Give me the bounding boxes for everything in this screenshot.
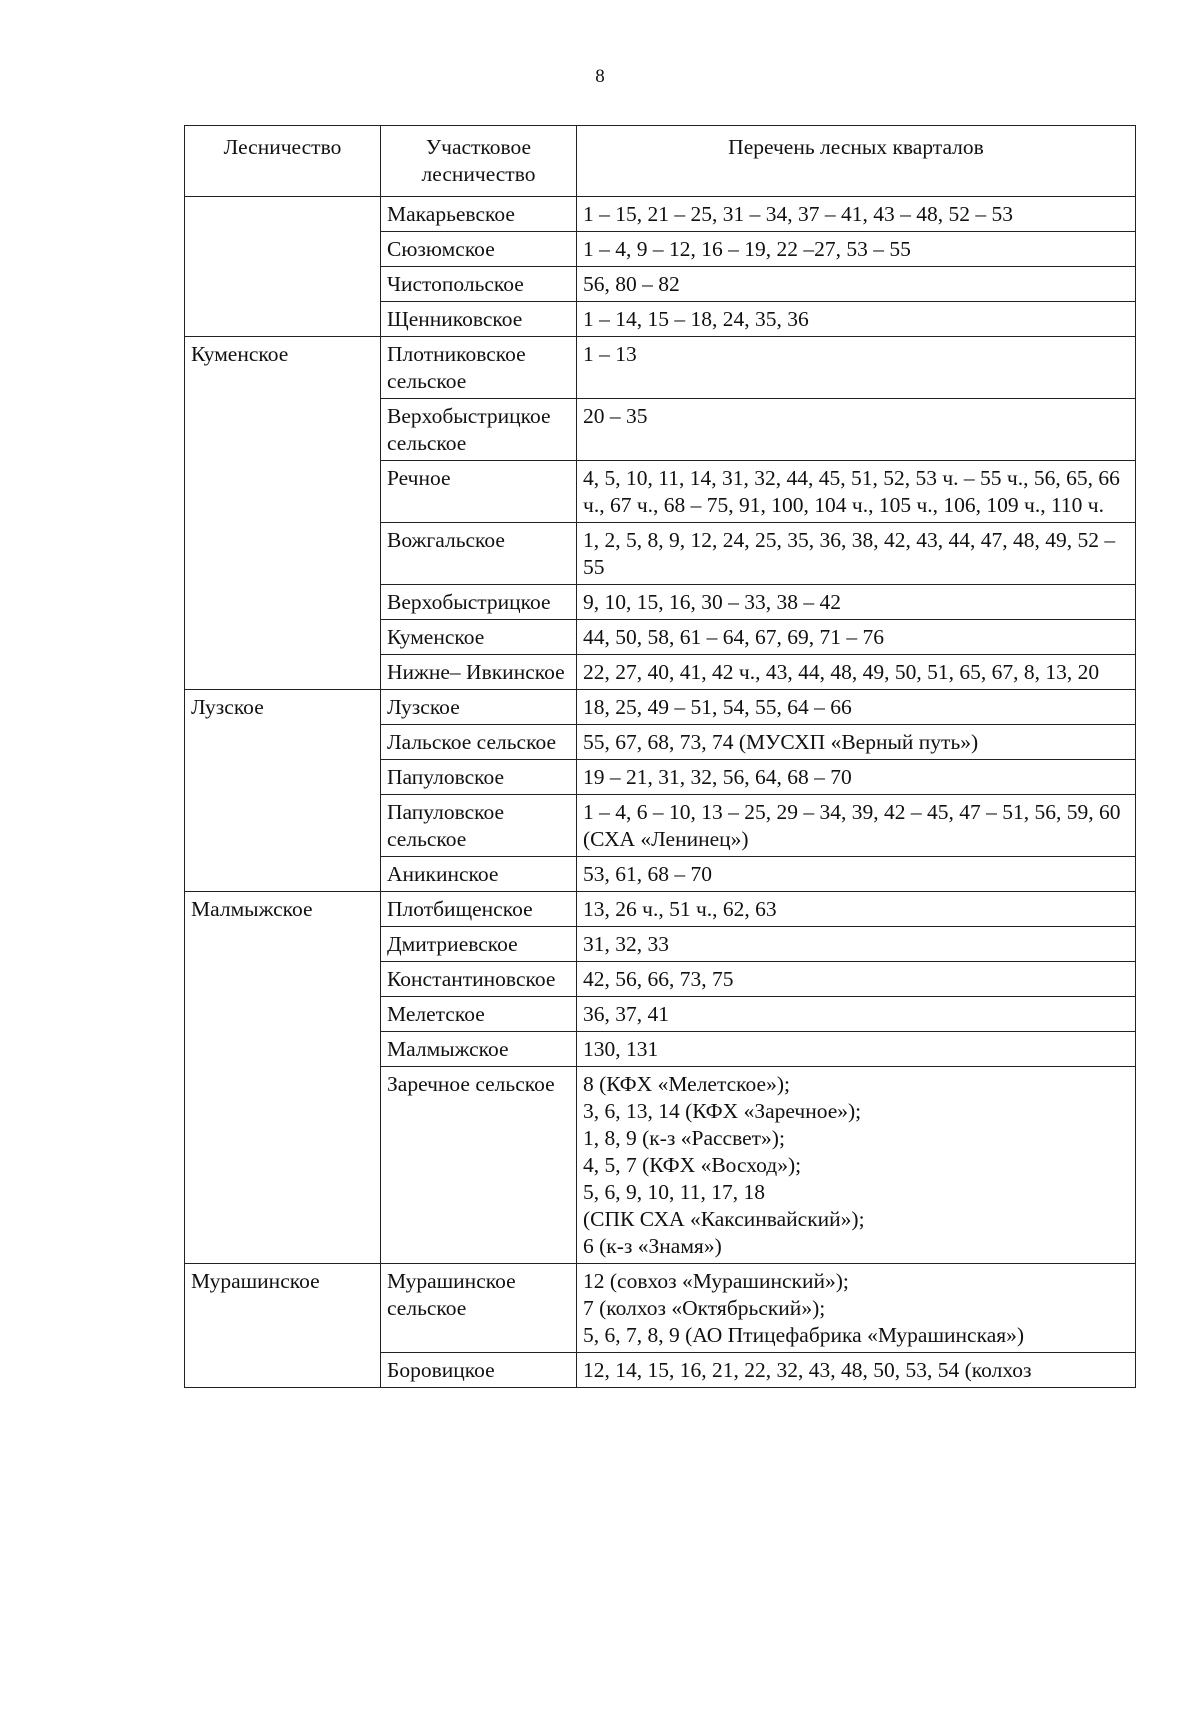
forestry-cell: [185, 197, 381, 337]
district-cell: Сюзюмское: [381, 232, 577, 267]
header-district: Участковое лесничество: [381, 126, 577, 197]
district-cell: Чистопольское: [381, 267, 577, 302]
quarters-cell: 130, 131: [577, 1032, 1136, 1067]
quarters-cell: 20 – 35: [577, 399, 1136, 461]
forestry-cell: Куменское: [185, 337, 381, 690]
forestry-cell: Малмыжское: [185, 892, 381, 1264]
quarters-cell: 8 (КФХ «Мелетское»); 3, 6, 13, 14 (КФХ «Заречное»); 1, 8, 9 (к-з «Рассвет»); 4, 5, 7 (КФХ «Восход»); 5, 6, 9, 10, 11, 17, 18 (СПК СХА «Каксинвайский»); 6 (к-з «Знамя»): [577, 1067, 1136, 1264]
table-header-row: [185, 126, 1136, 197]
district-cell: Константиновское: [381, 962, 577, 997]
table-row: [185, 197, 1136, 232]
quarters-cell: 1 – 4, 6 – 10, 13 – 25, 29 – 34, 39, 42 – 45, 47 – 51, 56, 59, 60 (СХА «Ленинец»): [577, 795, 1136, 857]
quarters-cell: 1 – 4, 9 – 12, 16 – 19, 22 –27, 53 – 55: [577, 232, 1136, 267]
district-cell: Аникинское: [381, 857, 577, 892]
district-cell: Дмитриевское: [381, 927, 577, 962]
quarters-cell: 44, 50, 58, 61 – 64, 67, 69, 71 – 76: [577, 620, 1136, 655]
quarters-cell: 12, 14, 15, 16, 21, 22, 32, 43, 48, 50, 53, 54 (колхоз: [577, 1353, 1136, 1388]
quarters-cell: 19 – 21, 31, 32, 56, 64, 68 – 70: [577, 760, 1136, 795]
header-quarters: Перечень лесных кварталов: [577, 126, 1136, 197]
quarters-cell: 31, 32, 33: [577, 927, 1136, 962]
district-cell: Папуловское сельское: [381, 795, 577, 857]
quarters-cell: 9, 10, 15, 16, 30 – 33, 38 – 42: [577, 585, 1136, 620]
header-forestry: Лесничество: [185, 126, 381, 197]
table-row: [185, 337, 1136, 399]
district-cell: Плотбищенское: [381, 892, 577, 927]
page-number: 8: [595, 66, 605, 87]
district-cell: Малмыжское: [381, 1032, 577, 1067]
district-cell: Верхобыстрицкое сельское: [381, 399, 577, 461]
district-cell: Нижне– Ивкинское: [381, 655, 577, 690]
quarters-cell: 1, 2, 5, 8, 9, 12, 24, 25, 35, 36, 38, 42, 43, 44, 47, 48, 49, 52 – 55: [577, 523, 1136, 585]
quarters-cell: 12 (совхоз «Мурашинский»); 7 (колхоз «Октябрьский»); 5, 6, 7, 8, 9 (АО Птицефабрика «Мурашинская»): [577, 1264, 1136, 1353]
district-cell: Плотниковское сельское: [381, 337, 577, 399]
district-cell: Папуловское: [381, 760, 577, 795]
district-cell: Лузское: [381, 690, 577, 725]
quarters-cell: 1 – 14, 15 – 18, 24, 35, 36: [577, 302, 1136, 337]
forestry-cell: Лузское: [185, 690, 381, 892]
quarters-cell: 53, 61, 68 – 70: [577, 857, 1136, 892]
quarters-cell: 42, 56, 66, 73, 75: [577, 962, 1136, 997]
quarters-cell: 13, 26 ч., 51 ч., 62, 63: [577, 892, 1136, 927]
district-cell: Верхобыстрицкое: [381, 585, 577, 620]
district-cell: Речное: [381, 461, 577, 523]
district-cell: Макарьевское: [381, 197, 577, 232]
quarters-cell: 55, 67, 68, 73, 74 (МУСХП «Верный путь»): [577, 725, 1136, 760]
quarters-cell: 36, 37, 41: [577, 997, 1136, 1032]
quarters-cell: 22, 27, 40, 41, 42 ч., 43, 44, 48, 49, 50, 51, 65, 67, 8, 13, 20: [577, 655, 1136, 690]
quarters-cell: 4, 5, 10, 11, 14, 31, 32, 44, 45, 51, 52, 53 ч. – 55 ч., 56, 65, 66 ч., 67 ч., 68 – 75, 91, 100, 104 ч., 105 ч., 106, 109 ч., 110 ч.: [577, 461, 1136, 523]
forestry-cell: Мурашинское: [185, 1264, 381, 1388]
forest-quarters-table: [184, 125, 1136, 1388]
quarters-cell: 18, 25, 49 – 51, 54, 55, 64 – 66: [577, 690, 1136, 725]
table-row: [185, 892, 1136, 927]
district-cell: Лальское сельское: [381, 725, 577, 760]
table-row: [185, 690, 1136, 725]
district-cell: Вожгальское: [381, 523, 577, 585]
quarters-cell: 1 – 13: [577, 337, 1136, 399]
quarters-cell: 56, 80 – 82: [577, 267, 1136, 302]
district-cell: Мелетское: [381, 997, 577, 1032]
district-cell: Щенниковское: [381, 302, 577, 337]
district-cell: Заречное сельское: [381, 1067, 577, 1264]
district-cell: Куменское: [381, 620, 577, 655]
district-cell: Боровицкое: [381, 1353, 577, 1388]
district-cell: Мурашинское сельское: [381, 1264, 577, 1353]
table-row: [185, 1264, 1136, 1353]
quarters-cell: 1 – 15, 21 – 25, 31 – 34, 37 – 41, 43 – 48, 52 – 53: [577, 197, 1136, 232]
